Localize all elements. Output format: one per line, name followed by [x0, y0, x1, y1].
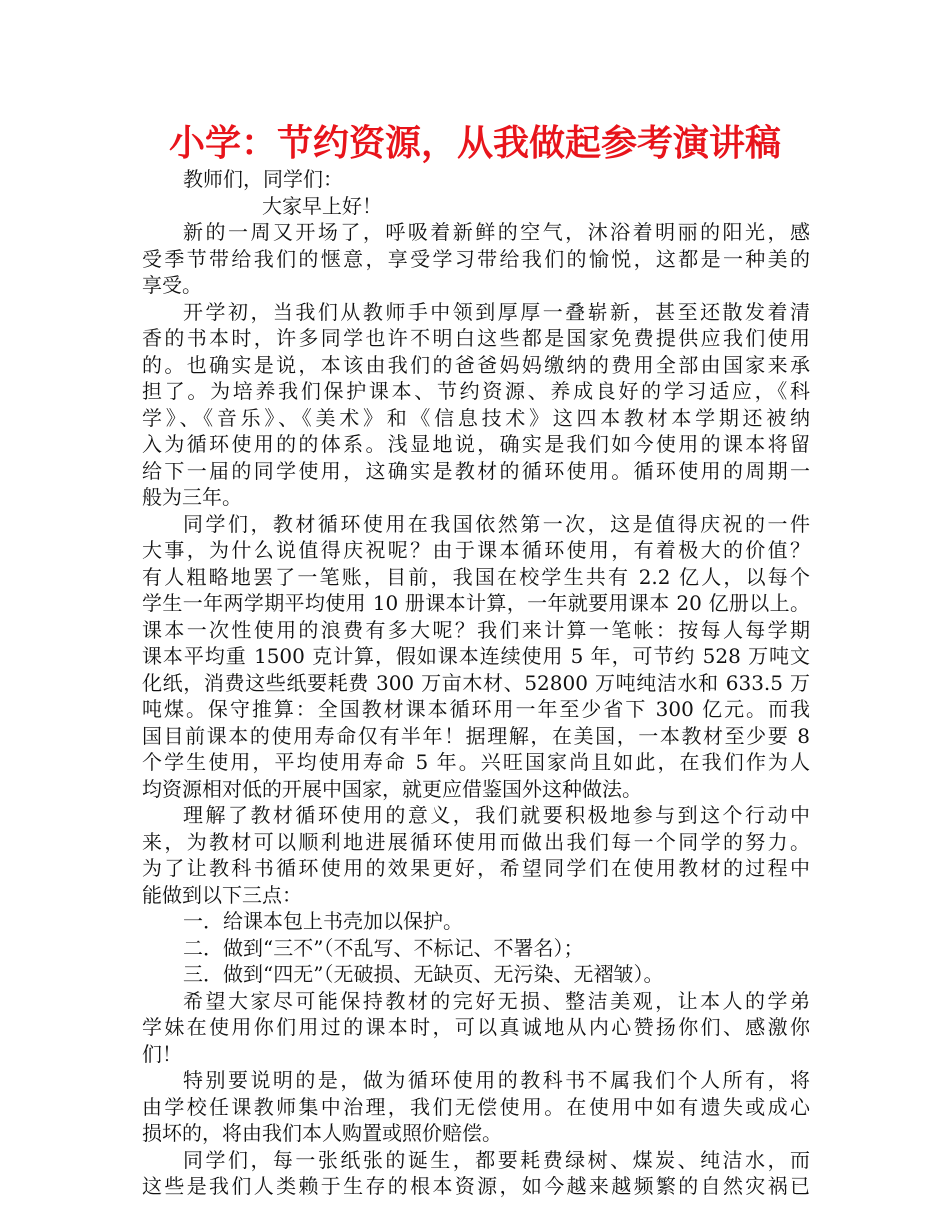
text-line: 由学校任课教师集中治理，我们无偿使用。在使用中如有遗失或成心 [142, 1094, 810, 1119]
text-line: 教师们，同学们： [183, 167, 343, 191]
text-line: 学妹在使用你们用过的课本时，可以真诚地从内心赞扬你们、感激你 [142, 1015, 810, 1039]
text-line: 一．给课本包上书壳加以保护。 [183, 909, 463, 933]
text-line: 的。也确实是说，本该由我们的爸爸妈妈缴纳的费用全部由国家来承 [142, 352, 810, 377]
text-line: 入为循环使用的的体系。浅显地说，确实是我们如今使用的课本将留 [142, 432, 810, 456]
document-title: 小学：节约资源，从我做起参考演讲稿 [168, 123, 781, 164]
text-line: 同学们，每一张纸张的诞生，都要耗费绿树、煤炭、纯洁水，而 [183, 1147, 810, 1172]
text-line: 课本平均重 1500 克计算，假如课本连续使用 5 年，可节约 528 万吨文 [142, 644, 810, 668]
document-body [142, 166, 810, 1200]
text-line: 新的一周又开场了，呼吸着新鲜的空气，沐浴着明丽的阳光，感 [183, 220, 810, 244]
text-line: 来，为教材可以顺利地进展循环使用而做出我们每一个同学的努力。 [142, 829, 810, 854]
text-line: 三．做到“四无”（无破损、无缺页、无污染、无褶皱）。 [183, 962, 664, 986]
text-line: 享受。 [142, 273, 202, 297]
text-line: 学生一年两学期平均使用 10 册课本计算，一年就要用课本 20 亿册以上。 [142, 591, 810, 615]
text-line: 课本一次性使用的浪费有多大呢？我们来计算一笔帐：按每人每学期 [142, 617, 810, 642]
text-line: 开学初，当我们从教师手中领到厚厚一叠崭新，甚至还散发着清 [183, 299, 810, 324]
text-line: 希望大家尽可能保持教材的完好无损、整洁美观，让本人的学弟 [183, 988, 810, 1013]
text-line: 能做到以下三点： [142, 882, 302, 907]
text-line: 个学生使用，平均使用寿命 5 年。兴旺国家尚且如此，在我们作为人 [142, 750, 810, 774]
text-line: 般为三年。 [142, 485, 242, 509]
text-line: 吨煤。保守推算：全国教材课本循环用一年至少省下 300 亿元。而我 [142, 697, 810, 721]
text-line: 化纸，消费这些纸要耗费 300 万亩木材、52800 万吨纯洁水和 633.5 万 [142, 670, 810, 695]
text-line: 香的书本时，许多同学也许不明白这些都是国家免费提供应我们使用 [142, 326, 810, 350]
text-line: 损坏的，将由我们本人购置或照价赔偿。 [142, 1121, 502, 1145]
text-line: 大事，为什么说值得庆祝呢？由于课本循环使用，有着极大的价值？ [142, 538, 810, 562]
text-line: 大家早上好！ [262, 193, 382, 218]
text-line: 们！ [142, 1041, 182, 1066]
text-line: 理解了教材循环使用的意义，我们就要积极地参与到这个行动中 [183, 803, 810, 827]
text-line: 学》、《音乐》、《美术》和《信息技术》这四本教材本学期还被纳 [142, 405, 810, 430]
text-line: 均资源相对低的开展中国家，就更应借鉴国外这种做法。 [142, 776, 642, 801]
text-line: 二．做到“三不”（不乱写、不标记、不署名）； [183, 935, 584, 960]
text-line: 给下一届的同学使用，这确实是教材的循环使用。循环使用的周期一 [142, 458, 810, 483]
text-line: 有人粗略地罢了一笔账，目前，我国在校学生共有 2.2 亿人，以每个 [142, 564, 810, 589]
text-line: 担了。为培养我们保护课本、节约资源、养成良好的学习适应，《科 [142, 379, 810, 403]
text-line: 国目前课本的使用寿命仅有半年！据理解，在美国，一本教材至少要 8 [142, 723, 810, 748]
text-line: 受季节带给我们的惬意，享受学习带给我们的愉悦，这都是一种美的 [142, 246, 810, 271]
text-line: 特别要说明的是，做为循环使用的教科书不属我们个人所有，将 [183, 1068, 810, 1092]
text-line: 同学们，教材循环使用在我国依然第一次，这是值得庆祝的一件 [183, 511, 810, 536]
text-line: 这些是我们人类赖于生存的根本资源，如今越来越频繁的自然灾祸已 [142, 1174, 810, 1198]
text-line: 为了让教科书循环使用的效果更好，希望同学们在使用教材的过程中 [142, 856, 810, 880]
